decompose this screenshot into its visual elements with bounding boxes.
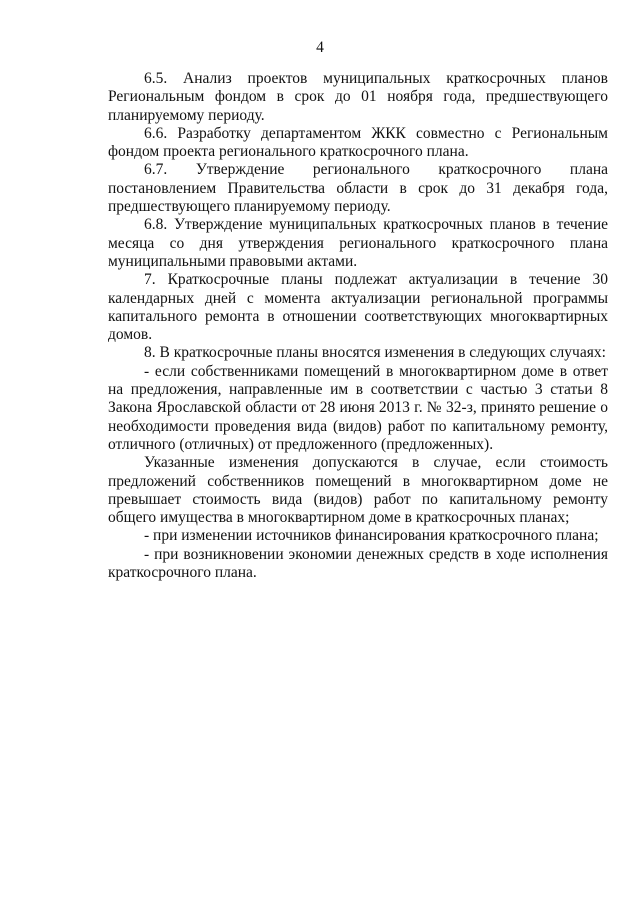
paragraph-6-5: 6.5. Анализ проектов муниципальных краткосрочных планов Региональным фондом в срок до 01 ноября года, предшествующего планируемому периоду. xyxy=(108,70,608,124)
paragraph-6-7: 6.7. Утверждение регионального краткосрочного плана постановлением Правительства области в срок до 31 декабря года, предшествующего планируемому периоду. xyxy=(108,161,608,216)
page-number: 4 xyxy=(316,39,324,56)
paragraph-7: 7. Краткосрочные планы подлежат актуализации в течение 30 календарных дней с момента актуализации региональной программы капитального ремонта в отношении соответствующих многоквартирных домов. xyxy=(108,271,608,344)
list-item-owners-decision: - если собственниками помещений в многоквартирном доме в ответ на предложения, направленные им в соответствии с частью 3 статьи 8 Закона Ярославской области от 28 июня 2013 г. № 32-з, принято решение о необходимости проведения вида (видов) работ по капитальному ремонту, отличного (отличных) от предложенного (предложенных). xyxy=(108,362,608,453)
paragraph-6-8: 6.8. Утверждение муниципальных краткосрочных планов в течение месяца со дня утверждения регионального краткосрочного плана муниципальными правовыми актами. xyxy=(108,216,608,270)
paragraph-6-6: 6.6. Разработку департаментом ЖКК совместно с Региональным фондом проекта регионального краткосрочного плана. xyxy=(108,124,608,161)
paragraph-conditions: Указанные изменения допускаются в случае, если стоимость предложений собственников помещений в многоквартирном доме не превышает стоимость вида (видов) работ по капитальному ремонту общего имущества в многоквартирном доме в краткосрочных планах; xyxy=(108,454,608,527)
list-item-savings: - при возникновении экономии денежных средств в ходе исполнения краткосрочного плана. xyxy=(108,545,608,582)
list-item-financing-change: - при изменении источников финансирования краткосрочного плана; xyxy=(144,527,599,545)
paragraph-8: 8. В краткосрочные планы вносятся изменения в следующих случаях: xyxy=(144,344,606,362)
document-body xyxy=(108,70,608,582)
